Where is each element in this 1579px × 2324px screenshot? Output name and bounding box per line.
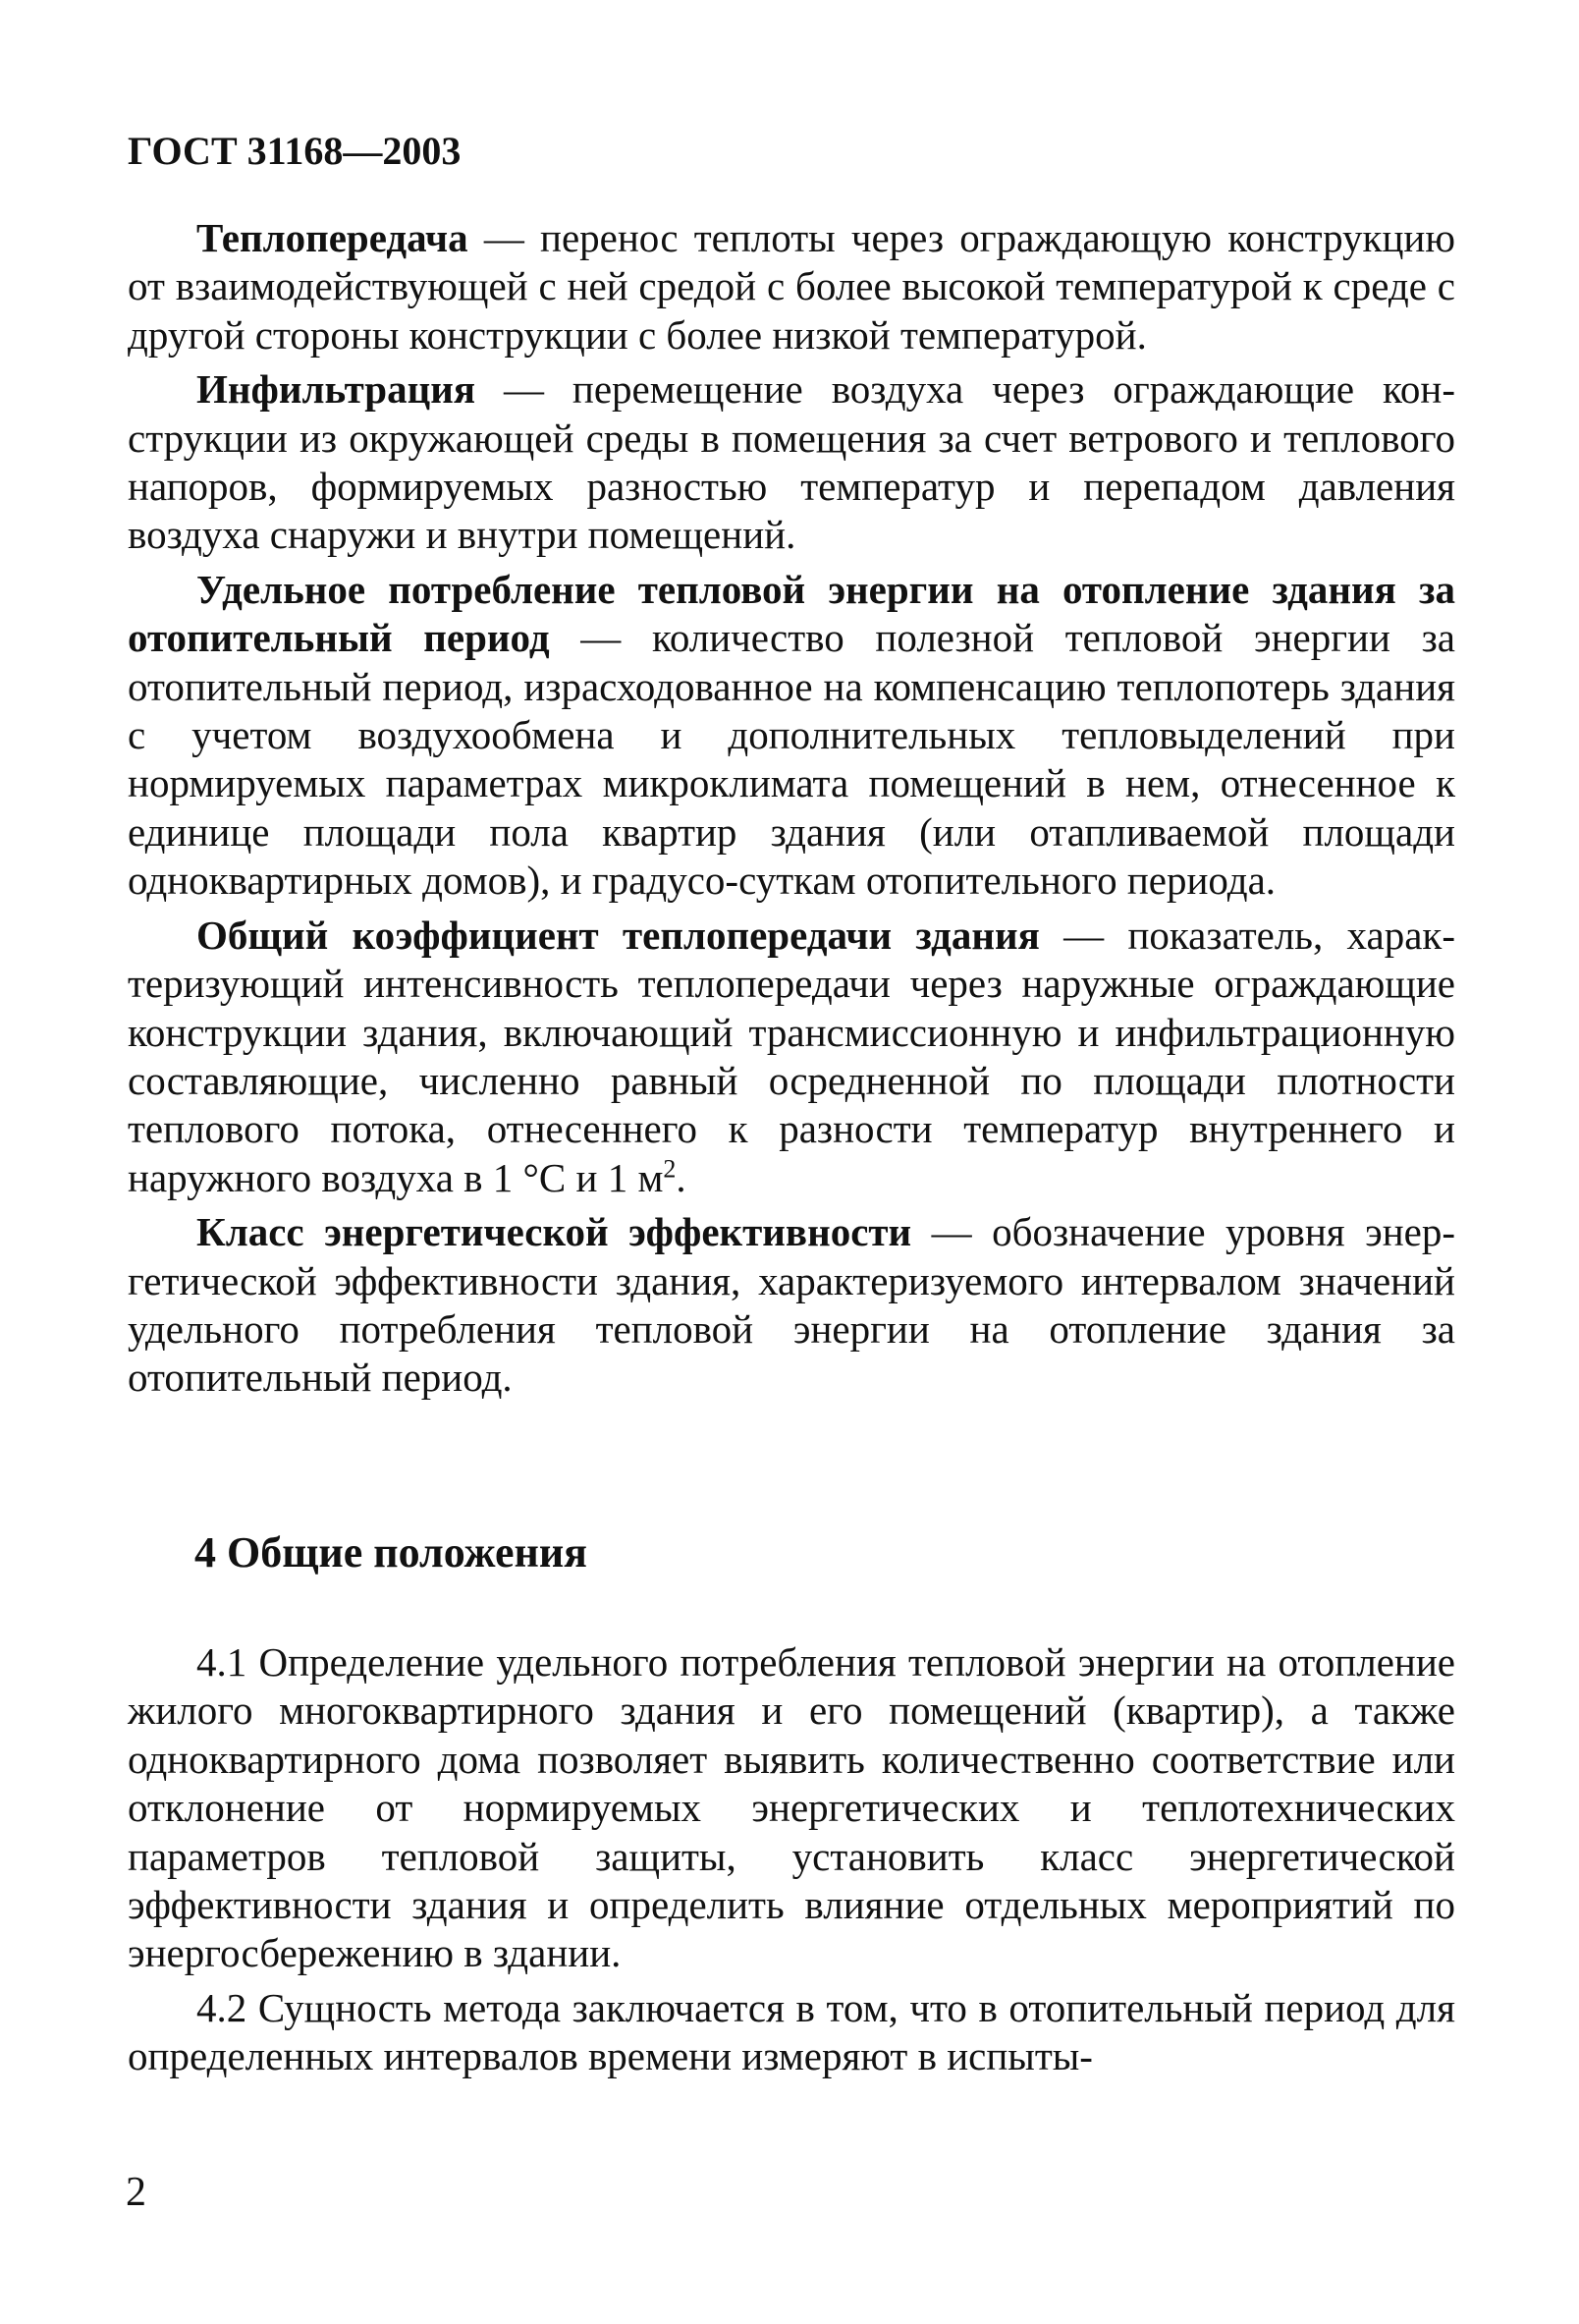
definition-text: — количество полезной тепловой энергии за отопительный период, израсходованное на компенсацию теплопотерь здания с учетом воздухообмена и дополнительных тепловыделений при нормируемых параметрах микроклимата помещений в нем, отнесенное к единице площади пола квартир здания (или отапливаемой площади одноквартирных домов), и градусо-суткам отопительного периода. — [128, 615, 1456, 904]
term: Класс энергетической эффективности — [196, 1209, 912, 1255]
paragraph-4-1: 4.1 Определение удельного потребления тепловой энергии на отопление жилого многоквартирного здания и его помещений (квартир), а также одноквартирного дома позволяет выявить количественно соответствие или отклонение от нормируемых энергетических и теплотехнических параметров тепловой защиты, установить класс энергетической эффективности здания и определить влияние отдельных мероприятий по энергосбережению в здании. — [128, 1639, 1455, 1976]
definition-text: — показатель, характеризующий интенсивность теплопередачи через наружные ограждающие конструкции здания, включающий трансмиссионную и инфильтрационную составляющие, численно равный осредненной по площади плотности теплового потока, отнесеннего к разности температур внутреннего и наружного воздуха в 1 °С и 1 м — [128, 912, 1455, 1200]
paragraph-4-2: 4.2 Сущность метода заключается в том, что в отопительный период для определенных интервалов времени измеряют в испыты- — [128, 1984, 1455, 2079]
definitions-block — [128, 214, 1455, 1403]
definition-text: — перенос теплоты через ограждающую конструкцию от взаимодействующей с ней средой с более высокой температурой к среде с другой стороны конструкции с более низкой температурой. — [128, 215, 1455, 358]
term: Теплопередача — [196, 215, 468, 260]
standard-header: ГОСТ 31168—2003 — [128, 129, 462, 173]
term: Инфильтрация — [196, 366, 475, 413]
term: Удельное потребление тепловой энергии на отопление здания за отопительный период — [128, 566, 1455, 661]
definition-text: — перемещение воздуха через ограждающие конструкции из окружающей среды в помещения за счет ветрового и теплового напоров, формируемых разностью температур и перепадом давления воздуха снаружи и внутри помещений. — [128, 366, 1455, 558]
superscript: 2 — [663, 1154, 677, 1184]
definition-overall-coefficient — [128, 912, 1455, 1202]
definition-heat-transfer — [128, 214, 1455, 360]
definition-tail: . — [676, 1154, 686, 1200]
definition-specific-consumption — [128, 566, 1455, 906]
page-number: 2 — [126, 2170, 146, 2215]
section-body — [128, 1638, 1455, 2081]
section-title: 4 Общие положения — [194, 1528, 587, 1577]
definition-text: — обозначение уровня энергетической эффективности здания, характеризуемого интервалом значений удельного потребления тепловой энергии на отопление здания за отопительный период. — [128, 1209, 1455, 1401]
definition-energy-class — [128, 1208, 1455, 1403]
term: Общий коэффициент теплопередачи здания — [196, 912, 1040, 958]
definition-infiltration — [128, 365, 1455, 560]
